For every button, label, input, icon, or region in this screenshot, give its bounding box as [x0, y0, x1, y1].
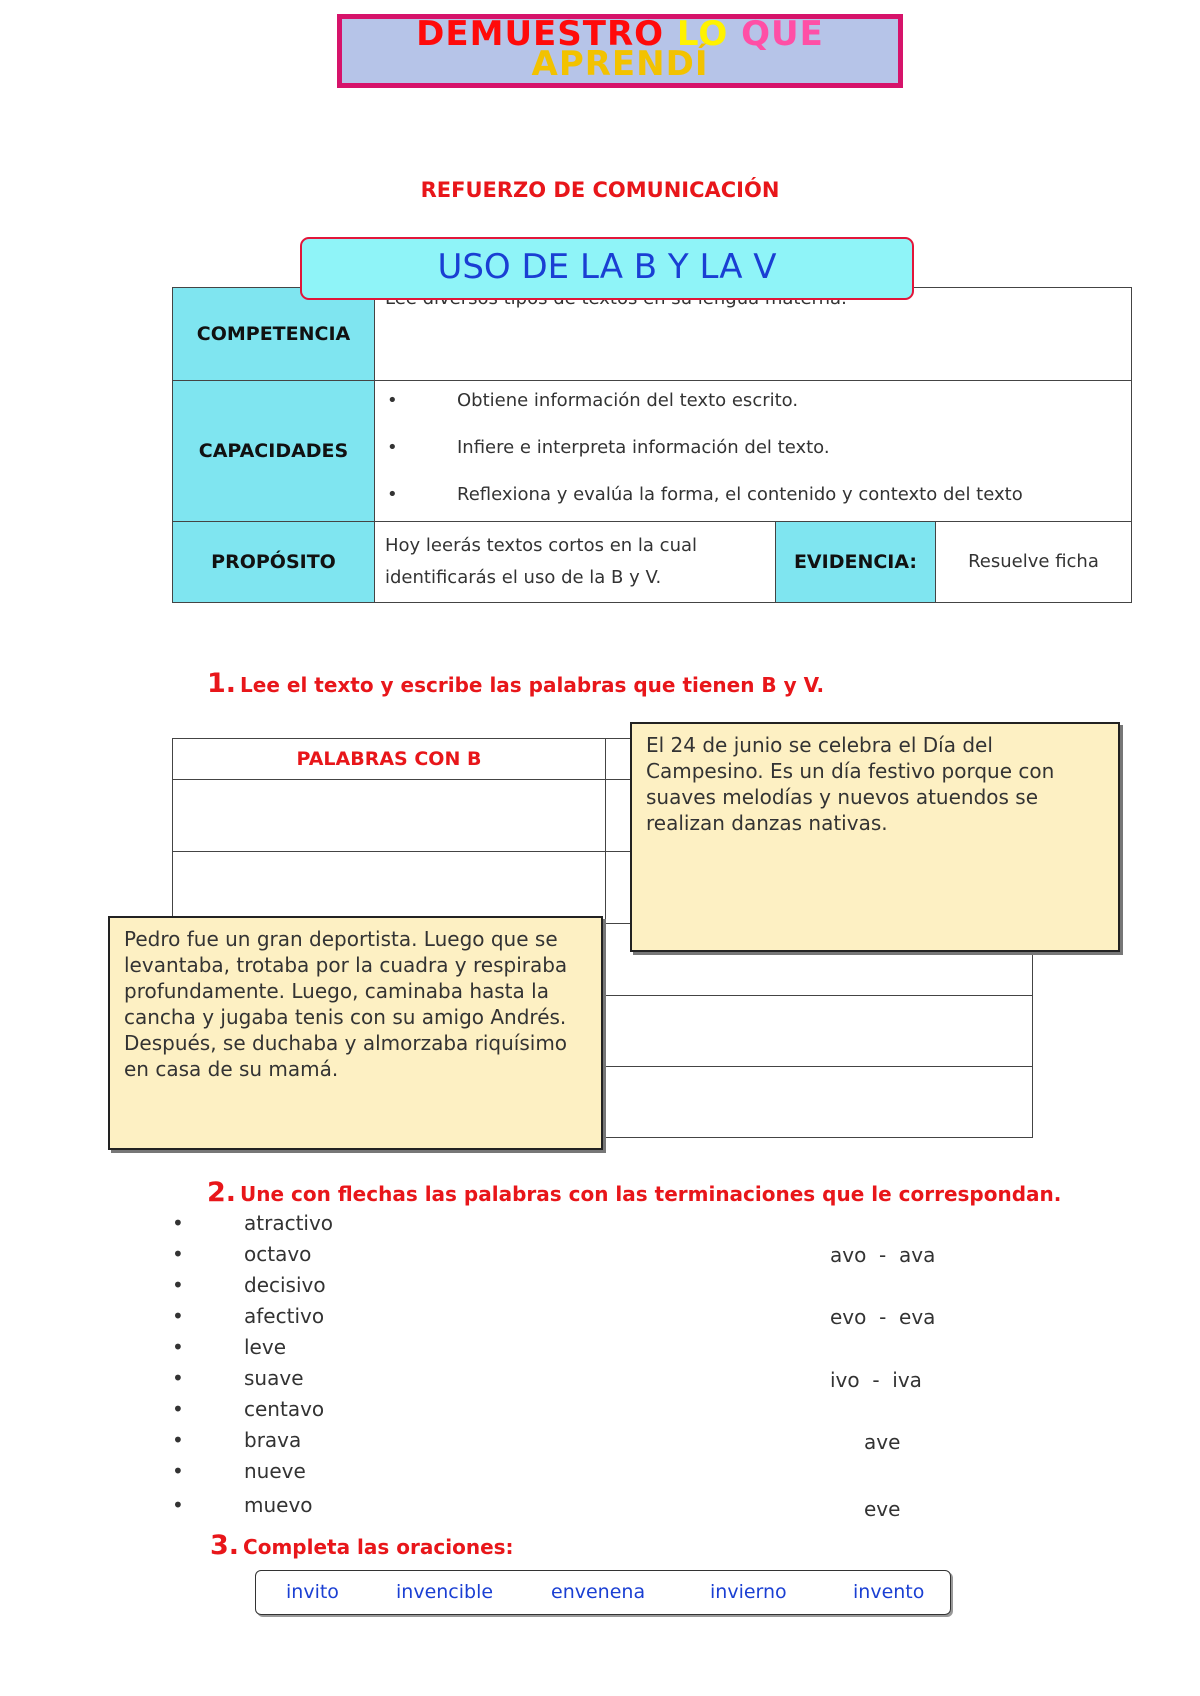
answer-cell[interactable] — [173, 852, 606, 924]
ending-option: evo - eva — [830, 1305, 936, 1329]
bank-word: envenena — [551, 1581, 646, 1603]
word-list — [172, 1208, 333, 1521]
section-3-heading — [210, 1530, 514, 1561]
ending-option: ivo - iva — [830, 1368, 922, 1392]
section-number: 1. — [207, 668, 237, 699]
capacidades-list — [375, 381, 1132, 522]
list-item: • suave — [172, 1363, 333, 1394]
section-title: Une con flechas las palabras con las terminaciones que le correspondan. — [240, 1182, 1062, 1206]
banner-word: LO — [676, 14, 729, 54]
list-item: • Obtiene información del texto escrito. — [385, 385, 1121, 432]
banner-word: QUE — [741, 14, 824, 54]
section-title: Completa las oraciones: — [243, 1535, 514, 1559]
list-item: • decisivo — [172, 1270, 333, 1301]
list-item: • leve — [172, 1332, 333, 1363]
banner-word: APRENDÍ — [531, 44, 709, 84]
story-right: El 24 de junio se celebra el Día del Campesino. Es un día festivo porque con suaves melodías y nuevos atuendos se realizan danzas nativas. — [630, 722, 1120, 952]
banner-word: DEMUESTRO — [416, 14, 665, 54]
info-table — [172, 287, 1132, 603]
title-banner — [337, 14, 903, 88]
bank-word: invito — [286, 1581, 339, 1603]
evidencia-label: EVIDENCIA: — [776, 522, 936, 603]
word-bank — [255, 1570, 951, 1615]
section-title: Lee el texto y escribe las palabras que tienen B y V. — [240, 673, 825, 697]
answer-cell[interactable] — [173, 780, 606, 852]
bank-word: invento — [853, 1581, 925, 1603]
list-item: • Reflexiona y evalúa la forma, el contenido y contexto del texto — [385, 479, 1121, 511]
ending-option: ave — [864, 1430, 901, 1454]
list-item: • muevo — [172, 1490, 333, 1521]
topic-box: USO DE LA B Y LA V — [300, 237, 914, 300]
section-1-heading — [207, 668, 824, 699]
list-item: • octavo — [172, 1239, 333, 1270]
page-subtitle: REFUERZO DE COMUNICACIÓN — [420, 178, 780, 202]
banner-title — [342, 14, 898, 84]
list-item: • atractivo — [172, 1208, 333, 1239]
column-header-b: PALABRAS CON B — [173, 739, 606, 780]
bank-word: invierno — [710, 1581, 787, 1603]
section-2-heading — [207, 1177, 1061, 1208]
list-item: • afectivo — [172, 1301, 333, 1332]
answer-cell[interactable] — [606, 996, 1033, 1067]
section-number: 2. — [207, 1177, 237, 1208]
story-left: Pedro fue un gran deportista. Luego que se levantaba, trotaba por la cuadra y respiraba profundamente. Luego, caminaba hasta la cancha y jugaba tenis con su amigo Andrés. Después, se duchaba y almorzaba riquísimo en casa de su mamá. — [108, 916, 603, 1150]
proposito-label: PROPÓSITO — [173, 522, 375, 603]
list-item: • Infiere e interpreta información del texto. — [385, 432, 1121, 479]
list-item: • nueve — [172, 1456, 333, 1487]
capacidades-label: CAPACIDADES — [173, 381, 375, 522]
answer-cell[interactable] — [606, 1067, 1033, 1138]
list-item: • brava — [172, 1425, 333, 1456]
list-item: • centavo — [172, 1394, 333, 1425]
section-number: 3. — [210, 1530, 240, 1561]
proposito-text: Hoy leerás textos cortos en la cual identificarás el uso de la B y V. — [375, 522, 776, 603]
competencia-text — [375, 288, 1132, 381]
ending-option: avo - ava — [830, 1243, 936, 1267]
ending-option: eve — [864, 1497, 901, 1521]
evidencia-text: Resuelve ficha — [936, 522, 1132, 603]
competencia-label: COMPETENCIA — [173, 288, 375, 381]
bank-word: invencible — [396, 1581, 494, 1603]
